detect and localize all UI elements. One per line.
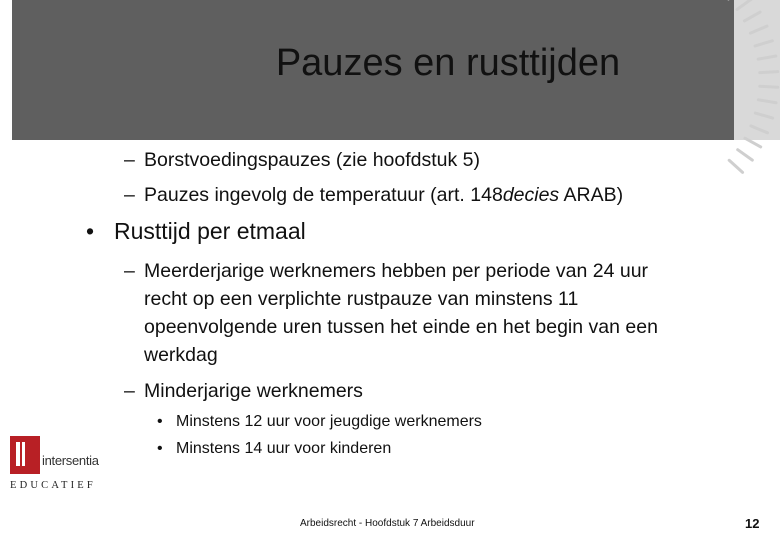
dash-text: [144, 181, 724, 209]
logo-name: intersentia: [42, 453, 99, 468]
bullet-mark: •: [86, 218, 95, 244]
dash-text: [144, 257, 724, 369]
sub-bullet-mark: •: [157, 440, 163, 457]
dash-text: Borstvoedingspauzes (zie hoofdstuk 5): [144, 149, 481, 171]
dash-mark: –: [124, 260, 135, 282]
text-line: opeenvolgende uren tussen het einde en het begin van een: [144, 316, 658, 338]
dash-text: Minderjarige werknemers: [144, 380, 363, 402]
dash-mark: –: [124, 149, 135, 171]
slide-title: Pauzes en rusttijden: [275, 42, 621, 84]
sub-bullet-text: Minstens 12 uur voor jeugdige werknemers: [176, 413, 482, 430]
footer-text: Arbeidsrecht - Hoofdstuk 7 Arbeidsduur: [300, 518, 475, 529]
text-italic: decies: [502, 184, 560, 206]
bullet-text: Rusttijd per etmaal: [114, 218, 306, 244]
logo-mark: [10, 436, 40, 474]
text-after: ARAB): [559, 184, 624, 206]
left-strip: [0, 0, 12, 140]
sub-bullet-text: Minstens 14 uur voor kinderen: [176, 440, 392, 457]
right-strip: [734, 0, 780, 140]
text-line: recht op een verplichte rustpauze van minstens 11: [144, 288, 579, 310]
dash-mark: –: [124, 184, 135, 206]
sub-bullet-mark: •: [157, 413, 163, 430]
dash-mark: –: [124, 380, 135, 402]
arc-dash: [738, 150, 753, 160]
page-number: 12: [745, 516, 760, 531]
intersentia-logo: [10, 436, 110, 496]
title-bar: [12, 0, 734, 140]
text-line: werkdag: [144, 344, 218, 366]
logo-subtitle: EDUCATIEF: [10, 480, 96, 491]
arc-dash: [729, 160, 742, 172]
text-before: Pauzes ingevolg de temperatuur (art. 148: [144, 184, 503, 206]
text-line: Meerderjarige werknemers hebben per periode van 24 uur: [144, 260, 649, 282]
